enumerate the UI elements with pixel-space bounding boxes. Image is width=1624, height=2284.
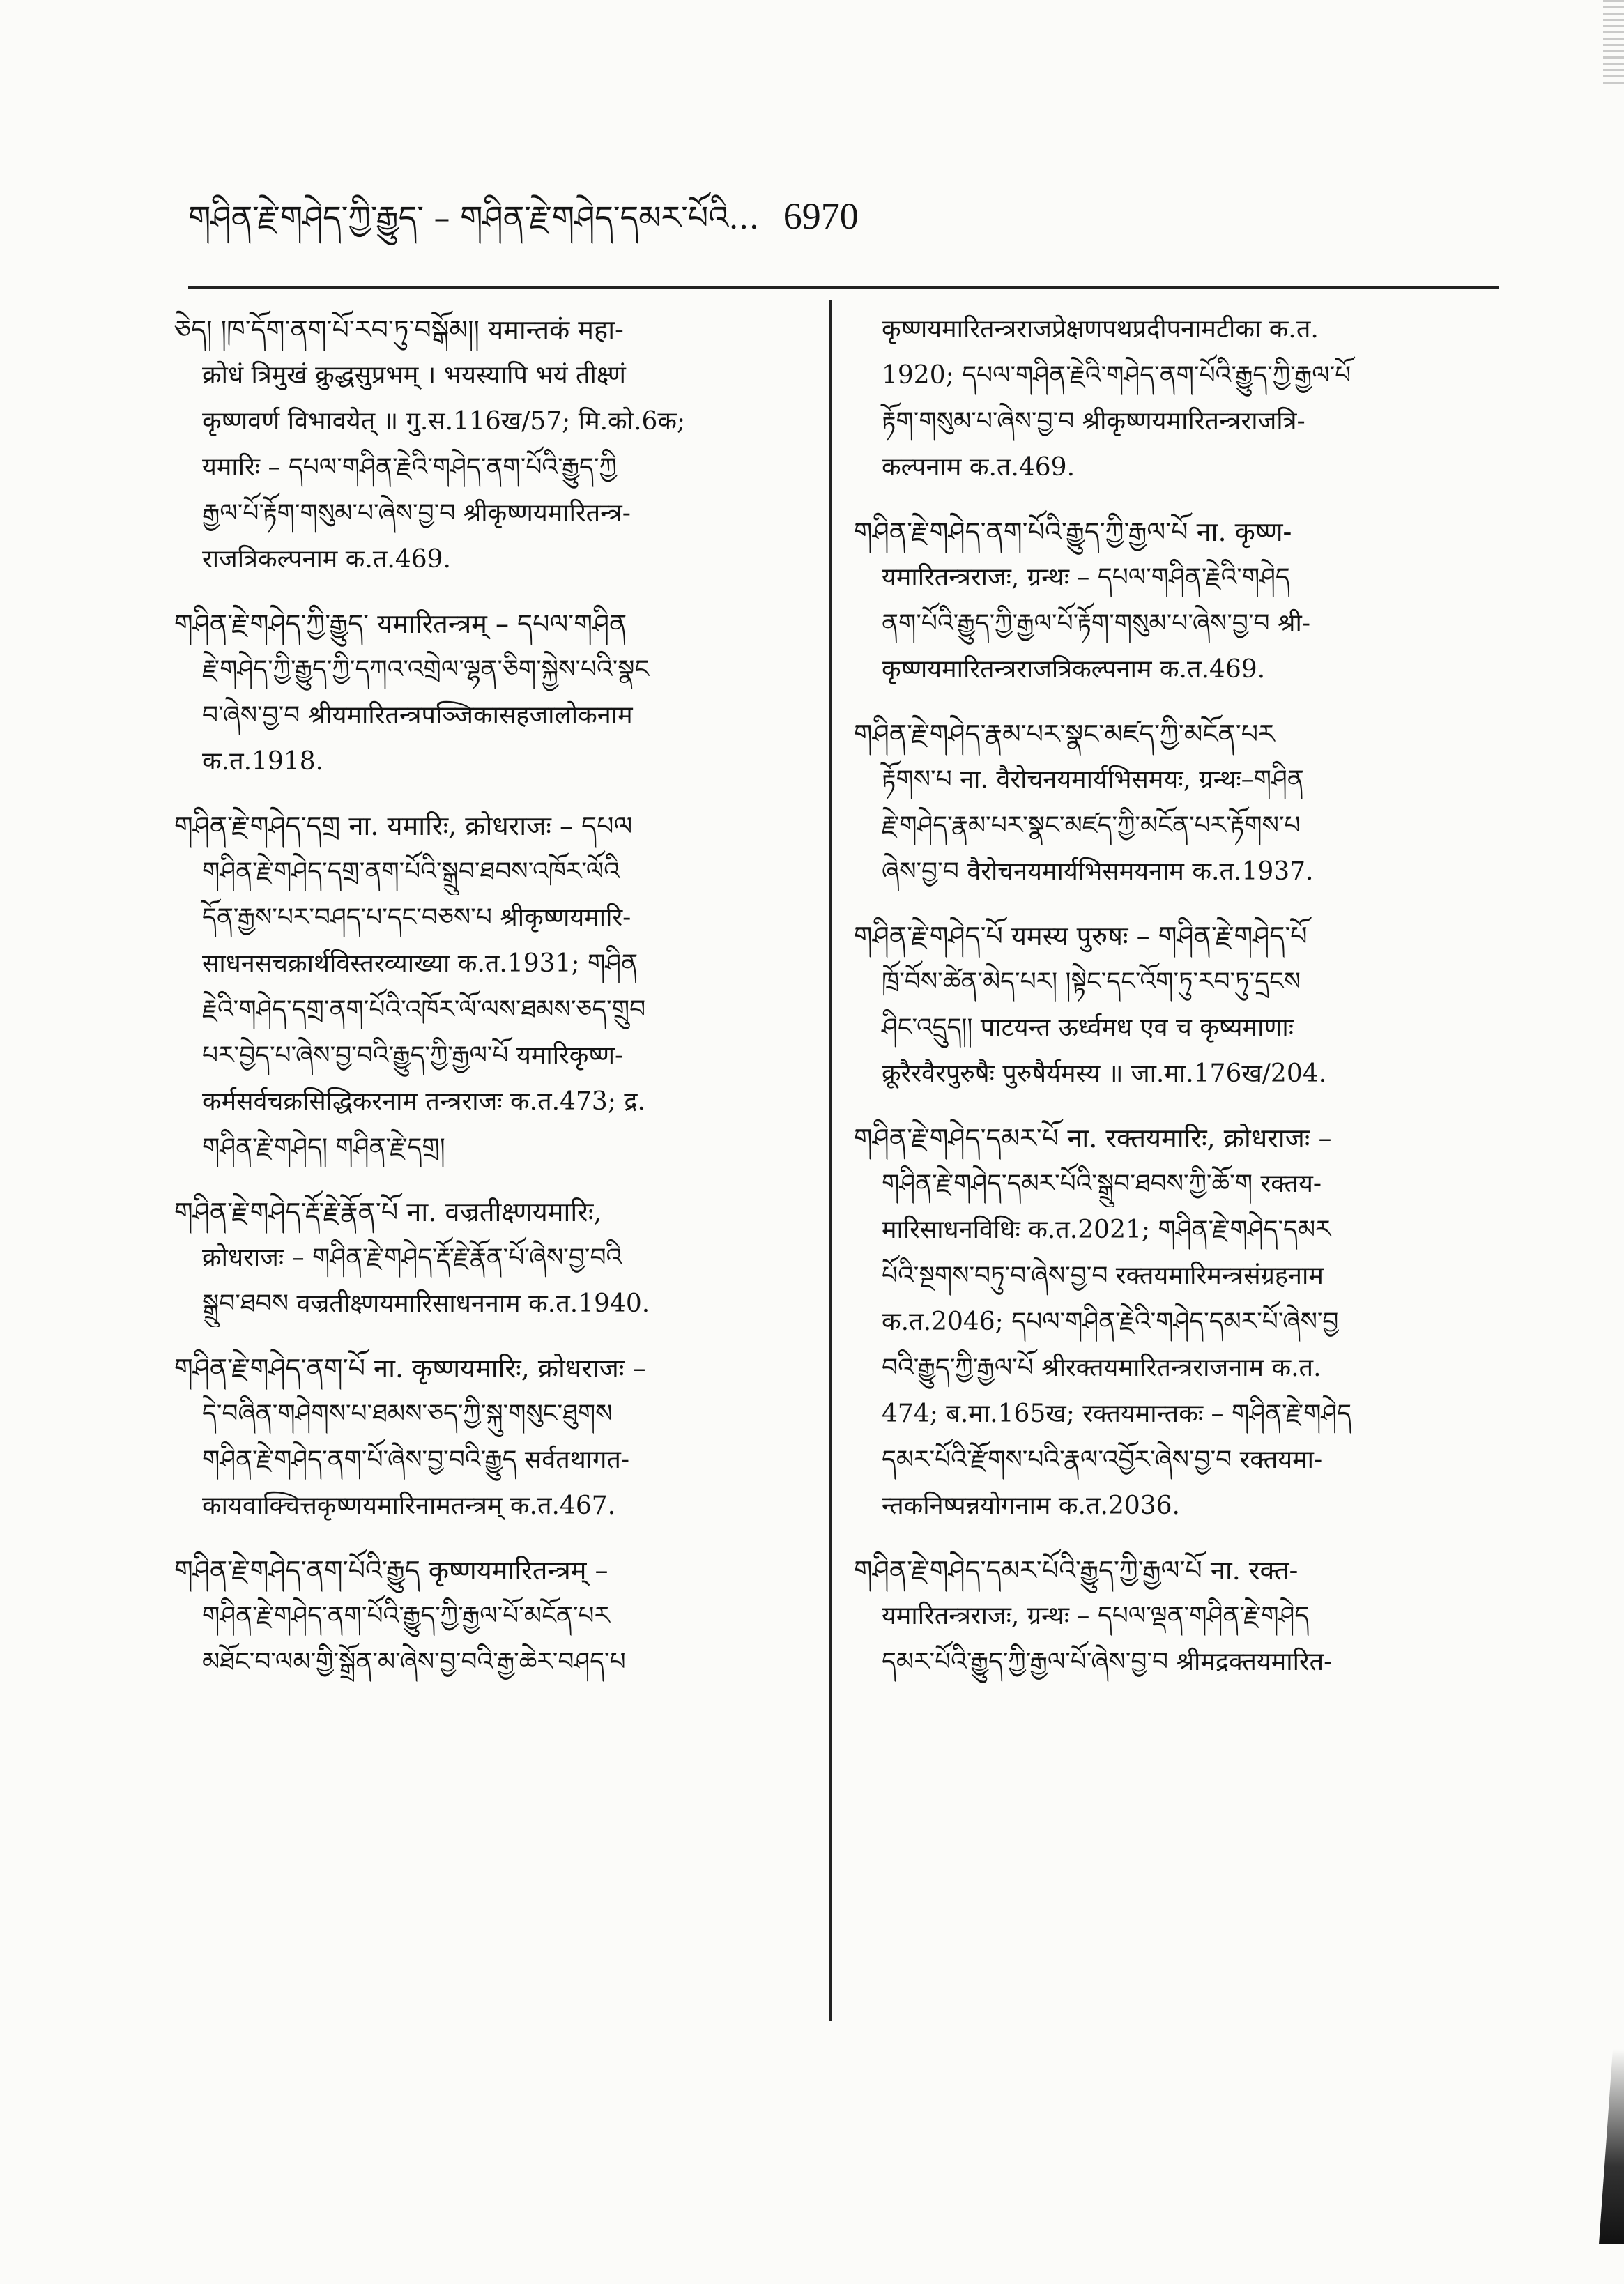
entry-text-line: कल्पनाम क.त.469. [882,453,1075,482]
dictionary-entry [854,913,1502,1097]
entry-text-line: དེ་བཞིན་གཤེགས་པ་ཐམས་ཅད་ཀྱི་སྐུ་གསུང་ཐུགས [202,1400,613,1428]
entry-text-line: པར་བྱེད་པ་ཞེས་བྱ་བའི་རྒྱུད་ཀྱི་རྒྱལ་པོ यमारिकृष्ण- [202,1041,624,1070]
entry-text-line: བ་ཞེས་བྱ་བ श्रीयमारितन्त्रपञ्जिकासहजालोकनाम [202,701,633,730]
entry-text-line: कायवाक्चित्तकृष्णयमारिनामतन्त्रम् क.त.467. [202,1492,616,1520]
scan-edge-noise [1603,0,1624,84]
entry-text-line: कृष्णयमारितन्त्रराजत्रिकल्पनाम क.त.469. [882,655,1266,684]
entry-text-line: ནག་པོའི་རྒྱུད་ཀྱི་རྒྱལ་པོ་རྟོག་གསུམ་པ་ཞེས་བྱ་བ श्री- [882,609,1311,638]
left-column [174,307,802,2021]
dictionary-entry [854,711,1502,895]
entry-text-line: क.त.2046; དཔལ་གཤིན་རྗེའི་གཤེད་དམར་པོ་ཞེས་བྱ [882,1308,1339,1336]
entry-headword-line: གཤིན་རྗེ་གཤེད་རྡོ་རྗེ་རྣོན་པོ ना. वज्रतीक्ष्णयमारिः, [174,1197,602,1227]
entry-headword-line: གཤིན་རྗེ་གཤེད་ནག་པོའི་རྒྱུད་ཀྱི་རྒྱལ་པོ ना. कृष्ण- [854,516,1292,547]
entry-text-line: यमारितन्त्रराजः, ग्रन्थः – དཔལ་ལྡན་གཤིན་རྗེ་གཤེད [882,1602,1310,1630]
entry-headword-line: གཤིན་རྗེ་གཤེད་ཀྱི་རྒྱུད་ यमारितन्त्रम् – དཔལ་གཤིན [174,608,627,639]
entry-text-line: རྗེ་གཤེད་རྣམ་པར་སྣང་མཛད་ཀྱི་མངོན་པར་རྟོགས་པ [882,811,1301,840]
entry-text-line: སྒྲུབ་ཐབས वज्रतीक्ष्णयमारिसाधननाम क.त.1940. [202,1289,650,1318]
entry-headword-line: གཤིན་རྗེ་གཤེད་ནག་པོའི་རྒྱུད कृष्णयमारितन्त्रम् – [174,1555,608,1586]
dictionary-entry [174,307,802,583]
entry-text-line: न्तकनिष्पन्नयोगनाम क.त.2036. [882,1492,1180,1520]
entry-text-line: རྗེའི་གཤེད་དགྲ་ནག་པོའི་འཁོར་ལོ་ལས་ཐམས་ཅད་གྲུབ [202,995,646,1024]
entry-headword-line: གཤིན་རྗེ་གཤེད་ནག་པོ ना. कृष्णयमारिः, क्रोधराजः – [174,1353,646,1384]
entry-text-line: གཤིན་རྗེ་གཤེད་ནག་པོ་ཞེས་བྱ་བའི་རྒྱུད सर्वतथागत- [202,1446,630,1474]
entry-text-line: कृष्णयमारितन्त्रराजप्रेक्षणपथप्रदीपनामटीका क.त. [882,315,1319,344]
entry-text-line: མཐོང་བ་ལམ་གྱི་སྒྲོན་མ་ཞེས་བྱ་བའི་རྒྱ་ཆེར་བཤད་པ [202,1648,626,1676]
entry-text-line: བའི་རྒྱུད་ཀྱི་རྒྱལ་པོ श्रीरक्तयमारितन्त्रराजनाम क.त. [882,1354,1322,1382]
column-divider [829,300,832,2021]
entry-text-line: རྟོགས་པ ना. वैरोचनयमार्यभिसमयः, ग्रन्थः–གཤིན [882,765,1304,794]
entry-text-line: क्रूरैरवैरपुरुषैः पुरुषैर्यमस्य ॥ जा.मा.176ख/204. [882,1059,1327,1088]
entry-text-line: རྒྱལ་པོ་རྟོག་གསུམ་པ་ཞེས་བྱ་བ श्रीकृष्णयमारितन्त्र- [202,499,631,528]
dictionary-entry [174,601,802,785]
dictionary-entry [174,803,802,1171]
dictionary-entry [174,1345,802,1529]
dictionary-entry [854,1115,1502,1529]
entry-text-line: क्रोधं त्रिमुखं क्रुद्धसुप्रभम् । भयस्यापि भयं तीक्ष्णं [202,361,626,390]
page-number: 6970 [783,195,859,237]
dictionary-entry [174,1189,802,1327]
entry-text-line: 474; ब.मा.165ख; रक्तयमान्तकः – གཤིན་རྗེ་གཤེད [882,1400,1352,1428]
entry-text-line: कृष्णवर्ण विभावयेत् ॥ गु.स.116ख/57; मि.को.6क; [202,407,686,436]
entry-headword-line: གཤིན་རྗེ་གཤེད་དགྲ ना. यमारिः, क्रोधराजः – དཔལ [174,811,633,841]
entry-text-line: क्रोधराजः – གཤིན་རྗེ་གཤེད་རྡོ་རྗེ་རྣོན་པོ་ཞེས་བྱ་བའི [202,1243,622,1272]
entry-headword-line: གཤིན་རྗེ་གཤེད་པོ यमस्य पुरुषः – གཤིན་རྗེ་གཤེད་པོ [854,921,1308,951]
entry-text-line: यमारितन्त्रराजः, ग्रन्थः – དཔལ་གཤིན་རྗེའི་གཤེད [882,563,1290,592]
entry-text-line: གཤིན་རྗེ་གཤེད་དམར་པོའི་སྒྲུབ་ཐབས་ཀྱི་ཆོ་ག रक्तय- [882,1170,1322,1198]
dictionary-entry [854,307,1502,491]
entry-text-line: དམར་པོའི་རྫོགས་པའི་རྣལ་འབྱོར་ཞེས་བྱ་བ रक्तयमा- [882,1446,1323,1474]
entry-text-line: དམར་པོའི་རྒྱུད་ཀྱི་རྒྱལ་པོ་ཞེས་བྱ་བ श्रीमद्रक्तयमारित- [882,1648,1333,1676]
entry-text-line: གཤིན་རྗེ་གཤེད་དགྲ་ནག་པོའི་སྒྲུབ་ཐབས་འཁོར་ལོའི [202,857,620,886]
entry-headword-line: གཤིན་རྗེ་གཤེད་དམར་པོའི་རྒྱུད་ཀྱི་རྒྱལ་པོ ना. रक्त- [854,1555,1299,1586]
dictionary-entry [174,1547,802,1685]
entry-headword-line: ཅེད། །ཁ་དོག་ནག་པོ་རབ་ཏུ་བསྒོམ།། यमान्तकं महा- [174,314,624,345]
running-head: གཤིན་རྗེ་གཤེད་ཀྱི་རྒྱུད་ – གཤིན་རྗེ་གཤེད་དམར་པོའི... [188,199,760,236]
entry-text-line: यमारिः – དཔལ་གཤིན་རྗེའི་གཤེད་ནག་པོའི་རྒྱུད་ཀྱི [202,453,617,482]
entry-text-line: साधनसचक्रार्थविस्तरव्याख्या क.त.1931; གཤིན [202,949,638,978]
entry-text-line: གཤིན་རྗེ་གཤེད། གཤིན་རྗེ་དགྲ། [202,1133,445,1162]
scan-edge-shadow [1596,2049,1624,2244]
entry-headword-line: གཤིན་རྗེ་གཤེད་དམར་པོ ना. रक्तयमारिः, क्रोधराजः – [854,1123,1332,1154]
entry-text-line: གཤིན་རྗེ་གཤེད་ནག་པོའི་རྒྱུད་ཀྱི་རྒྱལ་པོ་མངོན་པར [202,1602,610,1630]
entry-text-line: རྗེ་གཤེད་ཀྱི་རྒྱུད་ཀྱི་དཀའ་འགྲེལ་ལྷན་ཅིག་སྐྱེས་པའི་སྣང [202,655,650,684]
entry-text-line: ཞེས་བྱ་བ वैरोचनयमार्यभिसमयनाम क.त.1937. [882,857,1314,886]
entry-text-line: དོན་རྒྱས་པར་བཤད་པ་དང་བཅས་པ श्रीकृष्णयमारि- [202,903,631,932]
header-rule [188,286,1499,289]
page-header [188,188,1373,244]
entry-text-line: राजत्रिकल्पनाम क.त.469. [202,545,451,574]
right-column [854,307,1502,2021]
entry-text-line: ཤིང་འདྲུད།། पाटयन्त ऊर्ध्वमध एव च कृष्यमाणाः [882,1013,1294,1042]
entry-text-line: कर्मसर्वचक्रसिद्धिकरनाम तन्त्रराजः क.त.473; द्र. [202,1087,645,1116]
entry-text-line: པོའི་སྔགས་བཏུ་བ་ཞེས་བྱ་བ रक्तयमारिमन्त्रसंग्रहनाम [882,1262,1324,1290]
entry-text-line: རྟོག་གསུམ་པ་ཞེས་བྱ་བ श्रीकृष्णयमारितन्त्रराजत्रि- [882,407,1305,436]
entry-headword-line: གཤིན་རྗེ་གཤེད་རྣམ་པར་སྣང་མཛད་ཀྱི་མངོན་པར [854,719,1275,749]
dictionary-entry [854,1547,1502,1685]
entry-text-line: 1920; དཔལ་གཤིན་རྗེའི་གཤེད་ནག་པོའི་རྒྱུད་ཀྱི་རྒྱལ་པོ [882,361,1351,390]
entry-text-line: मारिसाधनविधिः क.त.2021; གཤིན་རྗེ་གཤེད་དམར [882,1216,1331,1244]
dictionary-entry [854,509,1502,693]
entry-text-line: ཁྲོ་བོས་ཚེན་མེད་པར། །སྟེང་དང་འོག་ཏུ་རབ་ཏུ་དྲངས [882,967,1301,996]
entry-text-line: क.त.1918. [202,747,324,776]
